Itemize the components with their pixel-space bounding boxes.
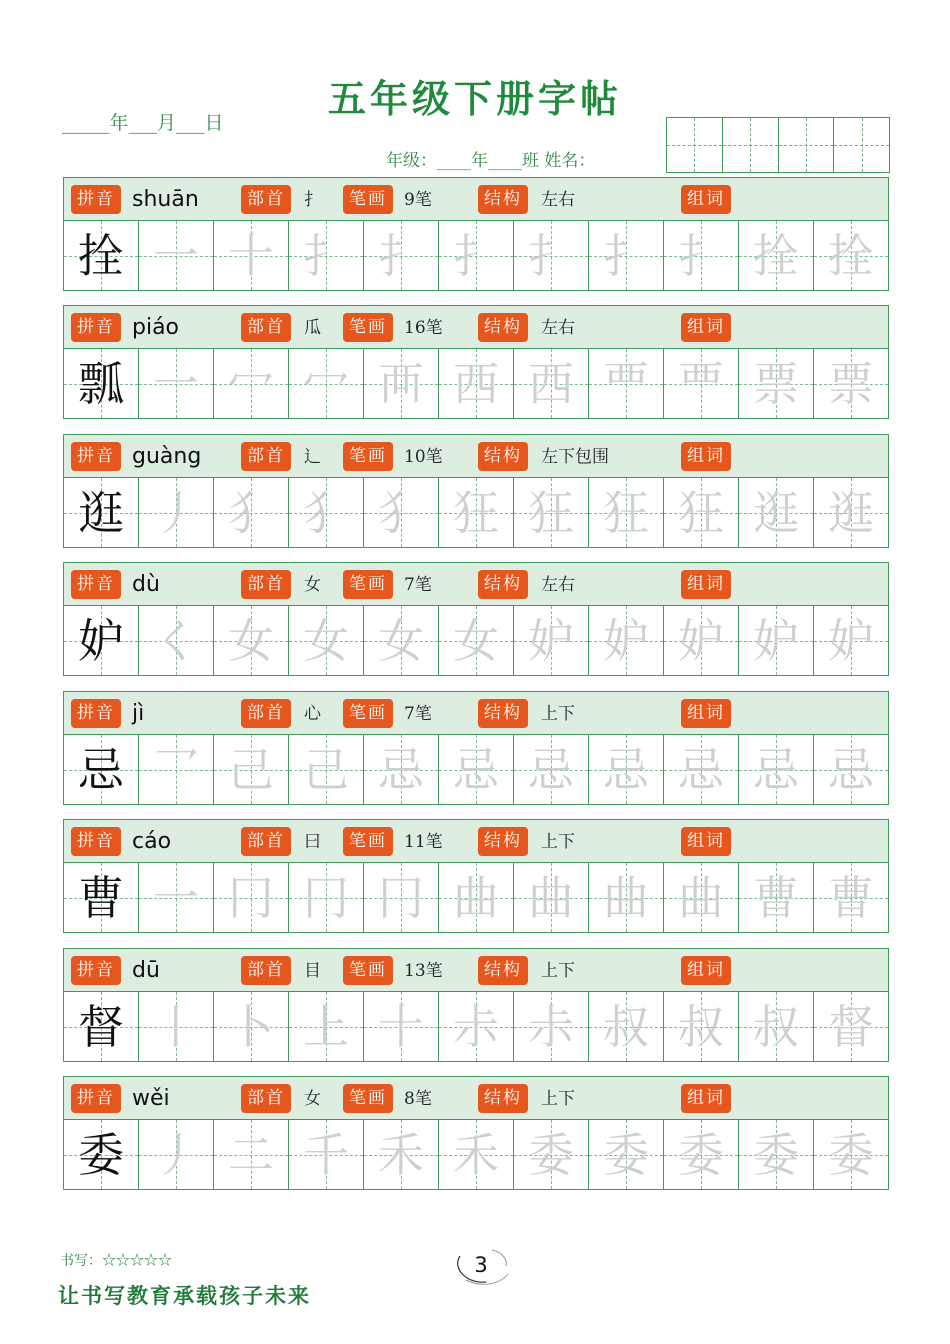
char-info-header xyxy=(63,1076,889,1120)
strokes-value: 13笔 xyxy=(404,961,443,981)
trace-cell[interactable] xyxy=(739,606,814,675)
trace-stroke: 己 xyxy=(303,742,349,797)
pinyin-tag: 拼音 xyxy=(71,313,121,342)
trace-cell[interactable] xyxy=(364,478,439,547)
radical-tag: 部首 xyxy=(241,699,291,728)
trace-cell[interactable] xyxy=(289,863,364,932)
trace-cell[interactable] xyxy=(514,863,589,932)
pinyin-value: wěi xyxy=(132,1086,170,1111)
trace-cell[interactable] xyxy=(589,349,664,418)
trace-cell[interactable] xyxy=(664,863,739,932)
strokes-tag: 笔画 xyxy=(343,442,393,471)
trace-cell[interactable] xyxy=(814,349,888,418)
trace-stroke: 狂 xyxy=(528,485,574,540)
trace-cell[interactable] xyxy=(139,606,214,675)
strokes-tag: 笔画 xyxy=(343,313,393,342)
trace-stroke: 忌 xyxy=(603,742,649,797)
model-char-cell xyxy=(64,735,139,804)
trace-cell[interactable] xyxy=(589,606,664,675)
trace-stroke: 冂 xyxy=(303,870,349,925)
trace-stroke: 督 xyxy=(828,999,874,1054)
trace-cell[interactable] xyxy=(664,1120,739,1189)
trace-cell[interactable] xyxy=(739,221,814,290)
name-box[interactable] xyxy=(834,118,889,172)
radical-value: 辶 xyxy=(304,447,321,467)
trace-cell[interactable] xyxy=(289,221,364,290)
trace-cell[interactable] xyxy=(214,992,289,1061)
model-char: 妒 xyxy=(78,613,124,668)
trace-cell[interactable] xyxy=(289,478,364,547)
trace-cell[interactable] xyxy=(364,349,439,418)
trace-stroke: 扌 xyxy=(303,228,349,283)
trace-stroke: 曲 xyxy=(453,870,499,925)
trace-stroke: 禾 xyxy=(453,1127,499,1182)
words-tag: 组词 xyxy=(681,827,731,856)
trace-stroke: 叔 xyxy=(753,999,799,1054)
strokes-value: 7笔 xyxy=(404,575,432,595)
model-char-cell xyxy=(64,1120,139,1189)
rating-stars: 书写：☆☆☆☆☆ xyxy=(60,1253,172,1269)
words-tag: 组词 xyxy=(681,956,731,985)
practice-block xyxy=(63,177,889,291)
trace-stroke: く xyxy=(153,613,199,668)
radical-tag: 部首 xyxy=(241,313,291,342)
trace-stroke: 妒 xyxy=(678,613,724,668)
trace-cell[interactable] xyxy=(664,349,739,418)
radical-value: 女 xyxy=(304,1089,321,1109)
trace-stroke: 乛 xyxy=(153,742,199,797)
trace-stroke: 尗 xyxy=(528,999,574,1054)
trace-stroke: 女 xyxy=(228,613,274,668)
trace-stroke: 尗 xyxy=(453,999,499,1054)
model-char: 委 xyxy=(78,1127,124,1182)
trace-cell[interactable] xyxy=(214,1120,289,1189)
trace-cell[interactable] xyxy=(214,606,289,675)
strokes-tag: 笔画 xyxy=(343,185,393,214)
char-info-header xyxy=(63,305,889,349)
structure-value: 上下 xyxy=(541,832,575,852)
trace-cell[interactable] xyxy=(139,349,214,418)
trace-cell[interactable] xyxy=(439,863,514,932)
strokes-value: 8笔 xyxy=(404,1089,432,1109)
practice-block xyxy=(63,562,889,676)
trace-cell[interactable] xyxy=(214,863,289,932)
trace-stroke: 扌 xyxy=(378,228,424,283)
words-tag: 组词 xyxy=(681,313,731,342)
trace-stroke: 忌 xyxy=(453,742,499,797)
trace-stroke: 拴 xyxy=(753,228,799,283)
trace-stroke: 女 xyxy=(378,613,424,668)
trace-cell[interactable] xyxy=(664,735,739,804)
trace-stroke: 委 xyxy=(528,1127,574,1182)
page-number xyxy=(460,1248,502,1282)
trace-cell[interactable] xyxy=(139,735,214,804)
trace-stroke: 叔 xyxy=(603,999,649,1054)
trace-stroke: 冂 xyxy=(378,870,424,925)
trace-cell[interactable] xyxy=(514,1120,589,1189)
trace-stroke: 犭 xyxy=(378,485,424,540)
model-char-cell xyxy=(64,863,139,932)
trace-stroke: 己 xyxy=(228,742,274,797)
trace-stroke: 妒 xyxy=(528,613,574,668)
trace-cell[interactable] xyxy=(289,735,364,804)
structure-value: 上下 xyxy=(541,704,575,724)
model-char: 逛 xyxy=(78,485,124,540)
trace-stroke: 拴 xyxy=(828,228,874,283)
pinyin-value: shuān xyxy=(132,187,199,212)
trace-stroke: 覀 xyxy=(678,356,724,411)
trace-stroke: 曹 xyxy=(753,870,799,925)
trace-stroke: 扌 xyxy=(528,228,574,283)
trace-cell[interactable] xyxy=(364,992,439,1061)
trace-stroke: 妒 xyxy=(828,613,874,668)
structure-tag: 结构 xyxy=(478,185,528,214)
trace-cell[interactable] xyxy=(214,478,289,547)
trace-stroke: 狂 xyxy=(603,485,649,540)
trace-cell[interactable] xyxy=(514,478,589,547)
pinyin-tag: 拼音 xyxy=(71,570,121,599)
trace-cell[interactable] xyxy=(664,992,739,1061)
radical-value: 目 xyxy=(304,961,321,981)
strokes-value: 7笔 xyxy=(404,704,432,724)
trace-cell[interactable] xyxy=(739,992,814,1061)
trace-stroke: 冖 xyxy=(303,356,349,411)
words-tag: 组词 xyxy=(681,699,731,728)
trace-stroke: 逛 xyxy=(828,485,874,540)
pinyin-tag: 拼音 xyxy=(71,956,121,985)
model-char-cell xyxy=(64,221,139,290)
radical-tag: 部首 xyxy=(241,827,291,856)
trace-stroke: 襾 xyxy=(378,356,424,411)
structure-value: 左右 xyxy=(541,318,575,338)
radical-value: 扌 xyxy=(304,190,321,210)
words-tag: 组词 xyxy=(681,1084,731,1113)
trace-cell[interactable] xyxy=(589,735,664,804)
trace-cell[interactable] xyxy=(439,478,514,547)
tianzige-row xyxy=(63,221,889,291)
strokes-value: 16笔 xyxy=(404,318,443,338)
trace-stroke: 委 xyxy=(603,1127,649,1182)
trace-cell[interactable] xyxy=(814,735,888,804)
trace-stroke: 一 xyxy=(153,870,199,925)
model-char: 拴 xyxy=(78,228,124,283)
structure-tag: 结构 xyxy=(478,1084,528,1113)
trace-stroke: 逛 xyxy=(753,485,799,540)
page-title: 五年级下册字帖 xyxy=(327,76,622,121)
strokes-tag: 笔画 xyxy=(343,956,393,985)
tianzige-row xyxy=(63,478,889,548)
structure-tag: 结构 xyxy=(478,570,528,599)
structure-tag: 结构 xyxy=(478,313,528,342)
trace-cell[interactable] xyxy=(814,1120,888,1189)
name-box[interactable] xyxy=(779,118,835,172)
trace-stroke: 叔 xyxy=(678,999,724,1054)
strokes-value: 11笔 xyxy=(404,832,443,852)
words-tag: 组词 xyxy=(681,442,731,471)
trace-stroke: 忌 xyxy=(753,742,799,797)
trace-cell[interactable] xyxy=(814,221,888,290)
model-char-cell xyxy=(64,992,139,1061)
structure-tag: 结构 xyxy=(478,827,528,856)
trace-cell[interactable] xyxy=(814,992,888,1061)
trace-stroke: 曲 xyxy=(603,870,649,925)
trace-cell[interactable] xyxy=(214,221,289,290)
model-char: 忌 xyxy=(78,742,124,797)
model-char-cell xyxy=(64,478,139,547)
structure-value: 上下 xyxy=(541,961,575,981)
trace-cell[interactable] xyxy=(439,221,514,290)
structure-tag: 结构 xyxy=(478,699,528,728)
trace-stroke: 曲 xyxy=(678,870,724,925)
trace-cell[interactable] xyxy=(739,349,814,418)
model-char-cell xyxy=(64,606,139,675)
structure-tag: 结构 xyxy=(478,956,528,985)
trace-cell[interactable] xyxy=(139,221,214,290)
trace-cell[interactable] xyxy=(289,1120,364,1189)
tianzige-row xyxy=(63,992,889,1062)
trace-stroke: 委 xyxy=(828,1127,874,1182)
pinyin-value: cáo xyxy=(132,829,172,854)
trace-stroke: 女 xyxy=(453,613,499,668)
trace-stroke: 一 xyxy=(153,228,199,283)
pinyin-value: jì xyxy=(132,701,145,726)
trace-stroke: 丨 xyxy=(153,999,199,1054)
model-char-cell xyxy=(64,349,139,418)
trace-cell[interactable] xyxy=(664,606,739,675)
pinyin-tag: 拼音 xyxy=(71,699,121,728)
trace-cell[interactable] xyxy=(214,735,289,804)
trace-stroke: 犭 xyxy=(303,485,349,540)
practice-block xyxy=(63,305,889,419)
pinyin-tag: 拼音 xyxy=(71,185,121,214)
trace-stroke: 曹 xyxy=(828,870,874,925)
name-box[interactable] xyxy=(723,118,779,172)
trace-stroke: 忌 xyxy=(378,742,424,797)
char-info-header xyxy=(63,434,889,478)
trace-cell[interactable] xyxy=(814,478,888,547)
radical-value: 曰 xyxy=(304,832,321,852)
tianzige-row xyxy=(63,1120,889,1190)
trace-stroke: 票 xyxy=(828,356,874,411)
trace-cell[interactable] xyxy=(289,992,364,1061)
strokes-value: 10笔 xyxy=(404,447,443,467)
practice-block xyxy=(63,948,889,1062)
trace-stroke: 十 xyxy=(228,228,274,283)
radical-value: 瓜 xyxy=(304,318,321,338)
trace-stroke: 曲 xyxy=(528,870,574,925)
trace-cell[interactable] xyxy=(364,221,439,290)
structure-value: 左右 xyxy=(541,575,575,595)
trace-cell[interactable] xyxy=(589,863,664,932)
trace-cell[interactable] xyxy=(364,735,439,804)
trace-stroke: 二 xyxy=(228,1127,274,1182)
trace-stroke: 西 xyxy=(453,356,499,411)
trace-cell[interactable] xyxy=(589,1120,664,1189)
strokes-value: 9笔 xyxy=(404,190,432,210)
trace-cell[interactable] xyxy=(514,349,589,418)
trace-cell[interactable] xyxy=(364,1120,439,1189)
trace-stroke: 覀 xyxy=(603,356,649,411)
pinyin-tag: 拼音 xyxy=(71,1084,121,1113)
slogan: 让书写教育承载孩子未来 xyxy=(58,1283,311,1308)
tianzige-row xyxy=(63,863,889,933)
page-number-label: 3 xyxy=(474,1253,488,1277)
radical-value: 女 xyxy=(304,575,321,595)
trace-stroke: 妒 xyxy=(603,613,649,668)
radical-tag: 部首 xyxy=(241,442,291,471)
radical-tag: 部首 xyxy=(241,185,291,214)
structure-tag: 结构 xyxy=(478,442,528,471)
tianzige-row xyxy=(63,606,889,676)
trace-cell[interactable] xyxy=(439,606,514,675)
trace-stroke: 丿 xyxy=(153,1127,199,1182)
trace-stroke: 狂 xyxy=(678,485,724,540)
words-tag: 组词 xyxy=(681,185,731,214)
trace-stroke: 女 xyxy=(303,613,349,668)
name-box[interactable] xyxy=(667,118,723,172)
trace-stroke: 冖 xyxy=(228,356,274,411)
trace-cell[interactable] xyxy=(664,221,739,290)
trace-stroke: 冂 xyxy=(228,870,274,925)
structure-value: 上下 xyxy=(541,1089,575,1109)
trace-cell[interactable] xyxy=(439,735,514,804)
trace-stroke: 丿 xyxy=(153,485,199,540)
pinyin-value: dū xyxy=(132,958,160,983)
trace-cell[interactable] xyxy=(514,221,589,290)
trace-cell[interactable] xyxy=(439,1120,514,1189)
pinyin-value: piáo xyxy=(132,315,180,340)
trace-cell[interactable] xyxy=(139,478,214,547)
trace-cell[interactable] xyxy=(139,1120,214,1189)
class-info: 年级：____年____班 姓名： xyxy=(386,151,596,171)
trace-stroke: 十 xyxy=(378,999,424,1054)
trace-stroke: 委 xyxy=(753,1127,799,1182)
char-info-header xyxy=(63,177,889,221)
trace-cell[interactable] xyxy=(739,735,814,804)
trace-stroke: 一 xyxy=(153,356,199,411)
strokes-tag: 笔画 xyxy=(343,699,393,728)
tianzige-row xyxy=(63,735,889,805)
trace-stroke: 忌 xyxy=(828,742,874,797)
model-char: 曹 xyxy=(78,870,124,925)
model-char: 督 xyxy=(78,999,124,1054)
radical-tag: 部首 xyxy=(241,956,291,985)
trace-cell[interactable] xyxy=(739,478,814,547)
trace-stroke: 犭 xyxy=(228,485,274,540)
practice-block xyxy=(63,691,889,805)
trace-cell[interactable] xyxy=(214,349,289,418)
trace-stroke: 西 xyxy=(528,356,574,411)
trace-cell[interactable] xyxy=(514,992,589,1061)
trace-cell[interactable] xyxy=(139,992,214,1061)
trace-cell[interactable] xyxy=(589,992,664,1061)
trace-stroke: 扌 xyxy=(453,228,499,283)
trace-stroke: 扌 xyxy=(678,228,724,283)
trace-cell[interactable] xyxy=(289,349,364,418)
trace-stroke: 狂 xyxy=(453,485,499,540)
trace-cell[interactable] xyxy=(664,478,739,547)
trace-stroke: 票 xyxy=(753,356,799,411)
name-boxes[interactable] xyxy=(666,117,890,173)
trace-cell[interactable] xyxy=(739,863,814,932)
trace-cell[interactable] xyxy=(814,863,888,932)
trace-cell[interactable] xyxy=(439,349,514,418)
trace-stroke: 上 xyxy=(303,999,349,1054)
practice-block xyxy=(63,434,889,548)
char-info-header xyxy=(63,948,889,992)
strokes-tag: 笔画 xyxy=(343,1084,393,1113)
trace-cell[interactable] xyxy=(814,606,888,675)
trace-cell[interactable] xyxy=(364,863,439,932)
structure-value: 左右 xyxy=(541,190,575,210)
trace-stroke: 忌 xyxy=(678,742,724,797)
trace-cell[interactable] xyxy=(589,478,664,547)
strokes-tag: 笔画 xyxy=(343,827,393,856)
trace-cell[interactable] xyxy=(739,1120,814,1189)
pinyin-value: guàng xyxy=(132,444,202,469)
trace-cell[interactable] xyxy=(289,606,364,675)
pinyin-value: dù xyxy=(132,572,160,597)
model-char: 瓢 xyxy=(78,356,124,411)
structure-value: 左下包围 xyxy=(541,447,609,467)
pinyin-tag: 拼音 xyxy=(71,442,121,471)
trace-stroke: 扌 xyxy=(603,228,649,283)
date-line: _____年___月___日 xyxy=(62,112,224,134)
trace-cell[interactable] xyxy=(439,992,514,1061)
trace-cell[interactable] xyxy=(589,221,664,290)
trace-cell[interactable] xyxy=(514,735,589,804)
trace-cell[interactable] xyxy=(514,606,589,675)
char-info-header xyxy=(63,691,889,735)
tianzige-row xyxy=(63,349,889,419)
trace-stroke: 妒 xyxy=(753,613,799,668)
trace-cell[interactable] xyxy=(364,606,439,675)
practice-block xyxy=(63,1076,889,1190)
radical-value: 心 xyxy=(304,704,321,724)
char-info-header xyxy=(63,819,889,863)
char-info-header xyxy=(63,562,889,606)
strokes-tag: 笔画 xyxy=(343,570,393,599)
radical-tag: 部首 xyxy=(241,1084,291,1113)
words-tag: 组词 xyxy=(681,570,731,599)
trace-stroke: 千 xyxy=(303,1127,349,1182)
trace-stroke: 卜 xyxy=(228,999,274,1054)
trace-stroke: 忌 xyxy=(528,742,574,797)
trace-stroke: 禾 xyxy=(378,1127,424,1182)
practice-block xyxy=(63,819,889,933)
trace-stroke: 委 xyxy=(678,1127,724,1182)
pinyin-tag: 拼音 xyxy=(71,827,121,856)
trace-cell[interactable] xyxy=(139,863,214,932)
radical-tag: 部首 xyxy=(241,570,291,599)
